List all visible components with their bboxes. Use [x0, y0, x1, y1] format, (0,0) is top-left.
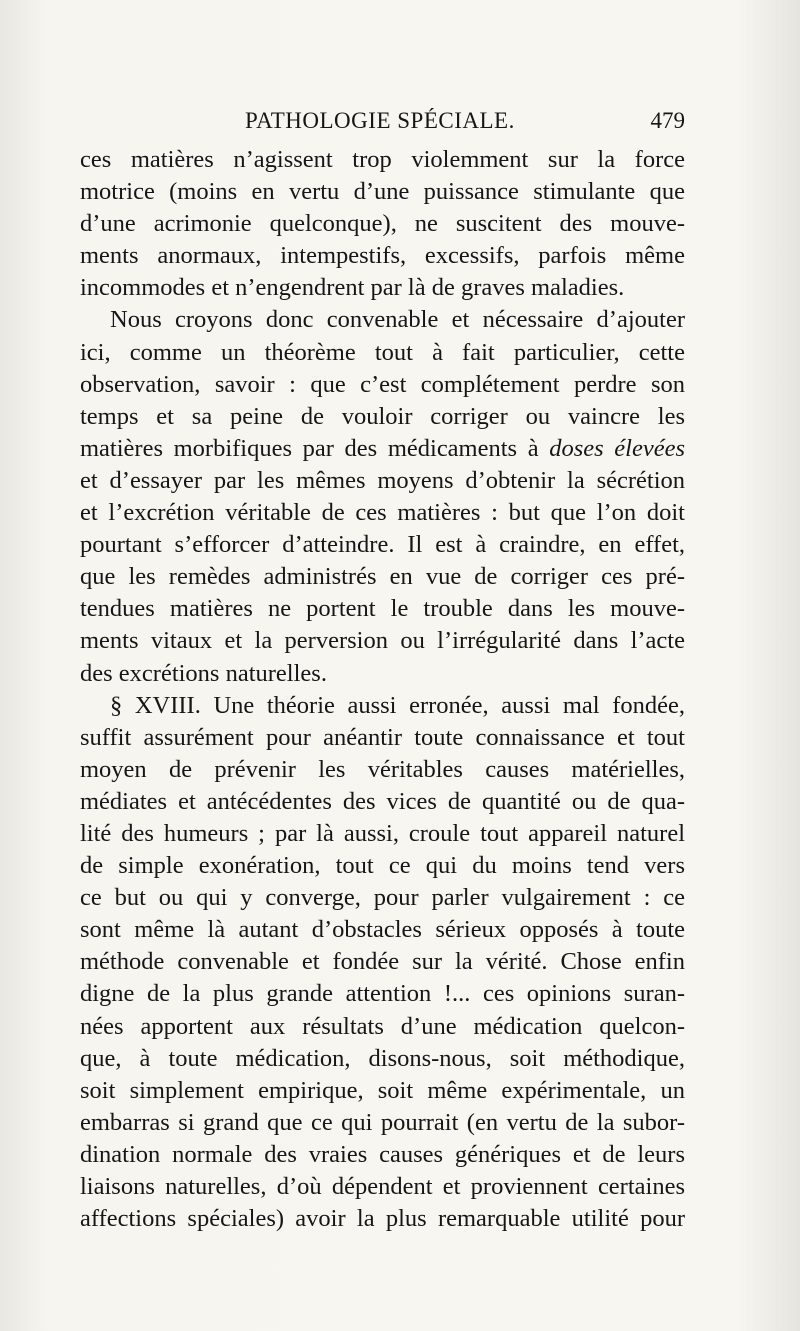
text-line: des excrétions naturelles.: [80, 659, 327, 687]
text-line: nées apportent aux résultats d’une médication quelcon-: [80, 1012, 685, 1040]
text-line: embarras si grand que ce qui pourrait (en vertu de la subor-: [80, 1108, 685, 1136]
text-line: ici, comme un théorème tout à fait particulier, cette: [80, 338, 685, 366]
text-segment: matières morbifiques par des médicaments à: [80, 434, 539, 462]
text-line: méthode convenable et fondée sur la vérité. Chose enfin: [80, 948, 685, 976]
section-heading-line: § XVIII. Une théorie aussi erronée, aussi mal fondée,: [110, 691, 685, 719]
text-line: [80, 433, 685, 465]
text-line: pourtant s’efforcer d’atteindre. Il est à craindre, en effet,: [80, 531, 685, 559]
running-title: PATHOLOGIE SPÉCIALE.: [245, 108, 515, 133]
text-line: soit simplement empirique, soit même expérimentale, un: [80, 1076, 685, 1104]
text-line: motrice (moins en vertu d’une puissance stimulante que: [80, 178, 685, 206]
italic-emphasis: doses élevées: [549, 434, 685, 462]
body-text: [80, 144, 685, 1235]
text-line: digne de la plus grande attention !... ces opinions suran-: [80, 980, 685, 1008]
text-line: que, à toute médication, disons-nous, soit méthodique,: [80, 1044, 685, 1072]
page-number: 479: [650, 108, 685, 133]
text-line: médiates et antécédentes des vices de quantité ou de qua-: [80, 787, 685, 815]
text-line: et d’essayer par les mêmes moyens d’obtenir la sécrétion: [80, 466, 685, 494]
text-line: ces matières n’agissent trop violemment sur la force: [80, 146, 685, 173]
text-line: que les remèdes administrés en vue de corriger ces pré-: [80, 563, 685, 591]
text-line: temps et sa peine de vouloir corriger ou vaincre les: [80, 402, 685, 430]
text-line: et l’excrétion véritable de ces matières : but que l’on doit: [80, 499, 685, 527]
text-line: ments anormaux, intempestifs, excessifs, parfois même: [80, 242, 685, 270]
text-line: observation, savoir : que c’est complétement perdre son: [80, 370, 685, 398]
text-line: d’une acrimonie quelconque), ne suscitent des mouve-: [80, 210, 685, 238]
text-line: suffit assurément pour anéantir toute connaissance et tout: [80, 723, 685, 751]
text-line: liaisons naturelles, d’où dépendent et proviennent certaines: [80, 1173, 685, 1200]
paragraph-start-line: Nous croyons donc convenable et nécessaire d’ajouter: [110, 306, 685, 334]
text-line: incommodes et n’engendrent par là de graves maladies.: [80, 274, 625, 302]
page-header: [80, 108, 685, 142]
text-line: de simple exonération, tout ce qui du moins tend vers: [80, 852, 685, 880]
text-line: tendues matières ne portent le trouble dans les mouve-: [80, 595, 685, 623]
text-line: ce but ou qui y converge, pour parler vulgairement : ce: [80, 884, 685, 912]
text-line: dination normale des vraies causes génériques et de leurs: [80, 1140, 685, 1168]
text-line: moyen de prévenir les véritables causes matérielles,: [80, 755, 685, 783]
text-line: affections spéciales) avoir la plus remarquable utilité pour: [80, 1205, 685, 1233]
text-line: sont même là autant d’obstacles sérieux opposés à toute: [80, 916, 685, 944]
text-line: ments vitaux et la perversion ou l’irrégularité dans l’acte: [80, 627, 685, 655]
text-line: lité des humeurs ; par là aussi, croule tout appareil naturel: [80, 819, 685, 847]
